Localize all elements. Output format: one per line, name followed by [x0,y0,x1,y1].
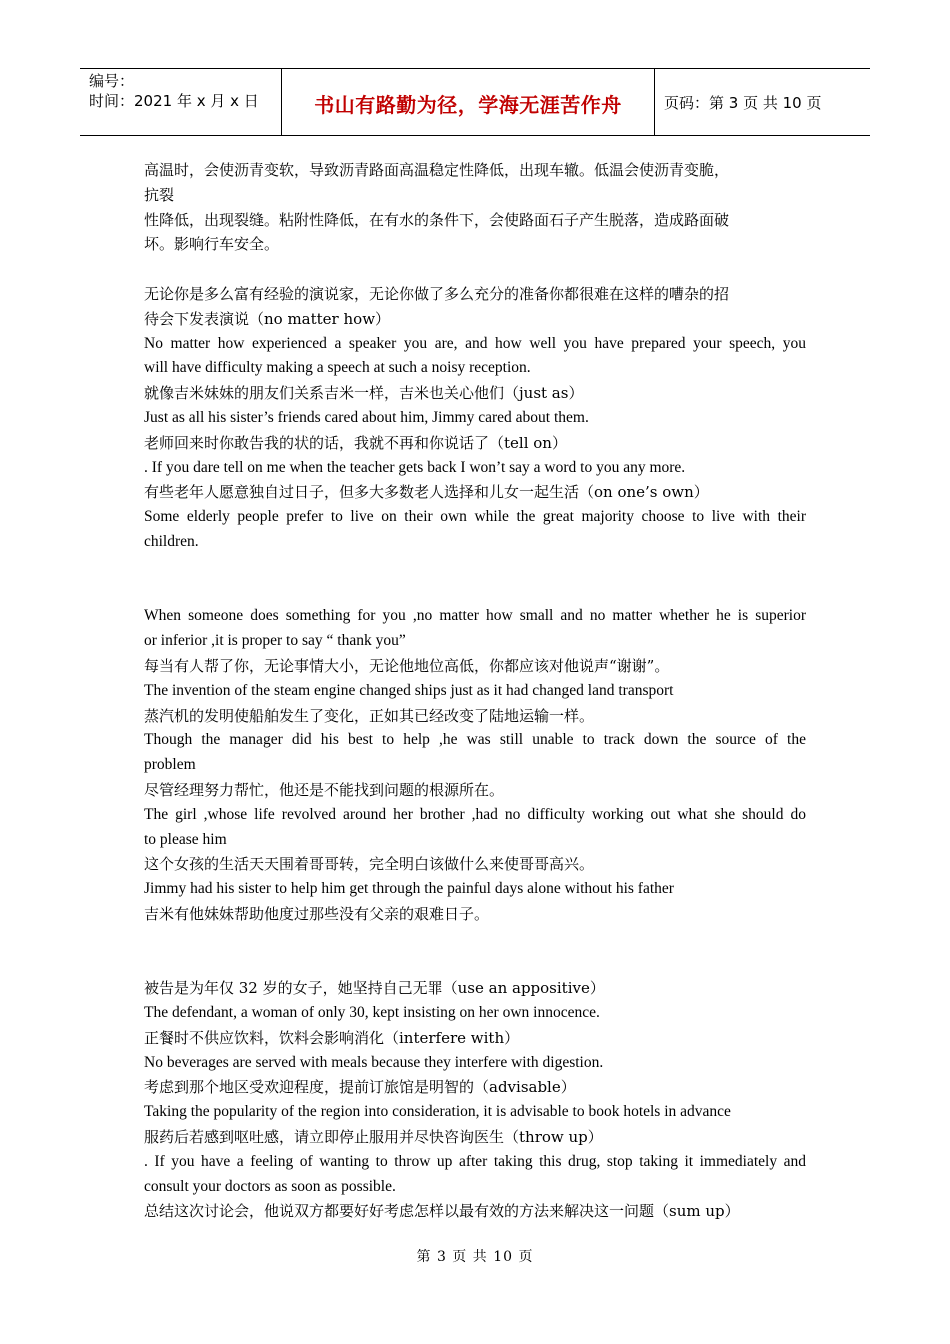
header-meta [80,69,282,135]
text-line: 尽管经理努力帮忙，他还是不能找到问题的根源所在。 [144,780,505,799]
text-line: 高温时，会使沥青变软，导致沥青路面高温稳定性降低，出现车辙。低温会使沥青变脆， [144,161,730,179]
text-line: Jimmy had his sister to help him get through the painful days alone without his father [144,880,674,898]
text-line: or inferior ,it is proper to say “ thank you” [144,632,406,650]
header-motto-cell [282,69,655,135]
text-line: Some elderly people prefer to live on their own while the great majority choose to live with their [144,508,806,526]
paragraph-gap [144,555,806,605]
text-line: 老师回来时你敢告我的状的话，我就不再和你说话了（tell on） [144,433,567,452]
text-line: . If you dare tell on me when the teacher gets back I won’t say a word to you any more. [144,458,686,476]
text-line: 服药后若感到呕吐感，请立即停止服用并尽快咨询医生（throw up） [144,1128,603,1147]
text-line: will have difficulty making a speech at such a noisy reception. [144,359,531,377]
text-line: to please him [144,830,227,848]
text-line: 无论你是多么富有经验的演说家，无论你做了多么充分的准备你都很难在这样的嘈杂的招 [144,284,730,303]
text-line: No beverages are served with meals because they interfere with digestion. [144,1053,604,1071]
text-line: 就像吉米妹妹的朋友们关系吉米一样，吉米也关心他们（just as） [144,384,584,403]
text-line: . If you have a feeling of wanting to throw up after taking this drug, stop taking it immediately and [144,1152,806,1170]
text-line: 吉米有他妹妹帮助他度过那些没有父亲的艰难日子。 [144,904,490,923]
document-body [144,158,806,1224]
header-motto: 书山有路勤为径，学海无涯苦作舟 [314,92,622,117]
text-line: 被告是为年仅 32 岁的女子，她坚持自己无罪（use an appositive） [144,979,605,998]
text-line: Though the manager did his best to help ,he was still unable to track down the source of the [144,731,806,749]
paragraph-gap [144,257,806,282]
text-line: problem [144,756,196,774]
header-page-cell [655,69,870,135]
text-line: consult your doctors as soon as possible. [144,1177,396,1195]
text-line: 这个女孩的生活天天围着哥哥转，完全明白该做什么来使哥哥高兴。 [144,855,595,874]
text-line: 考虑到那个地区受欢迎程度，提前订旅馆是明智的（advisable） [144,1078,576,1097]
text-line: 每当有人帮了你，无论事情大小，无论他地位高低，你都应该对他说声“谢谢”。 [144,656,670,675]
text-line: children. [144,532,199,550]
text-line: No matter how experienced a speaker you are, and how well you have prepared your speech, you [144,334,806,352]
text-line: 性降低，出现裂缝。粘附性降低，在有水的条件下，会使路面石子产生脱落，造成路面破 [144,210,730,229]
document-time: 时间：2021 年 x 月 x 日 [89,92,259,110]
text-line: The invention of the steam engine changed ships just as it had changed land transport [144,681,674,699]
text-line: The girl ,whose life revolved around her brother ,had no difficulty working out what she should do [144,805,806,823]
document-number: 编号： [89,72,135,90]
text-line: 抗裂 [144,185,175,204]
text-line: 待会下发表演说（no matter how） [144,309,391,328]
text-line: 有些老年人愿意独自过日子，但多大多数老人选择和儿女一起生活（on one’s own） [144,483,709,502]
header-page-number: 页码：第 3 页 共 10 页 [664,93,822,112]
page-header [80,68,870,136]
text-line: The defendant, a woman of only 30, kept insisting on her own innocence. [144,1004,600,1022]
page-footer [0,1246,950,1266]
footer-page-number: 第 3 页 共 10 页 [416,1249,534,1265]
text-line: Taking the popularity of the region into consideration, it is advisable to book hotels in advance [144,1103,731,1121]
text-line: 总结这次讨论会，他说双方都要好好考虑怎样以最有效的方法来解决这一问题（sum up） [144,1202,740,1221]
text-line: 蒸汽机的发明使船舶发生了变化，正如其已经改变了陆地运输一样。 [144,706,595,725]
text-line: Just as all his sister’s friends cared about him, Jimmy cared about them. [144,408,589,426]
text-line: 坏。影响行车安全。 [144,235,280,254]
text-line: When someone does something for you ,no matter how small and no matter whether he is superior [144,607,806,625]
text-line: 正餐时不供应饮料，饮料会影响消化（interfere with） [144,1028,520,1047]
paragraph-gap [144,927,806,977]
